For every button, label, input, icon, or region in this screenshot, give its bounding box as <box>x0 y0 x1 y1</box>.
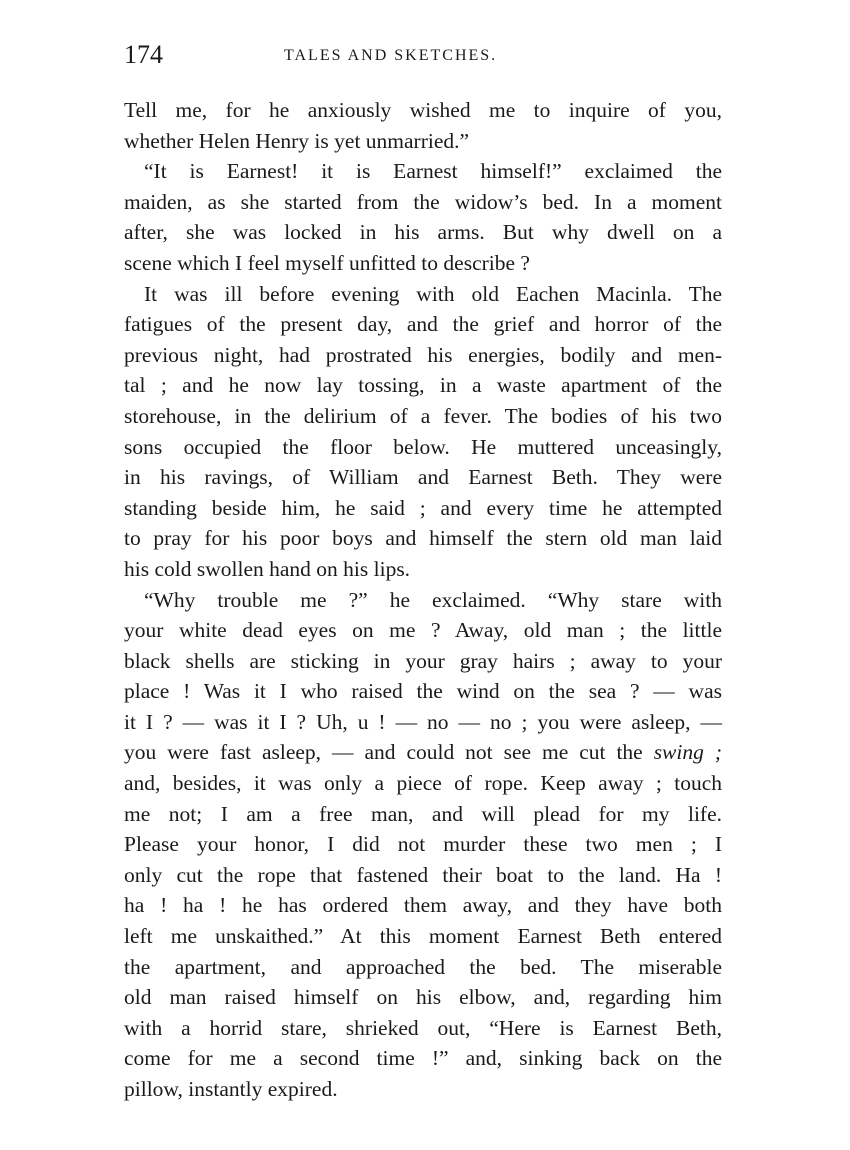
text-line: with a horrid stare, shrieked out, “Here is Earnest Beth, <box>124 1015 722 1040</box>
text-line: pillow, instantly expired. <box>124 1077 338 1101</box>
text-line: and, besides, it was only a piece of rope. Keep away ; touch <box>124 771 722 796</box>
text-line: scene which I feel myself unfitted to describe ? <box>124 250 530 275</box>
text-line: to pray for his poor boys and himself the stern old man laid <box>124 526 722 551</box>
text-line: black shells are sticking in your gray hairs ; away to your <box>124 648 722 673</box>
running-head: TALES AND SKETCHES. <box>284 47 498 64</box>
paragraph <box>124 95 722 156</box>
body-text <box>124 95 722 1105</box>
text-line: “It is Earnest! it is Earnest himself!” exclaimed the <box>144 159 722 184</box>
paragraph <box>124 156 722 278</box>
text-line: Please your honor, I did not murder these two men ; I <box>124 832 722 857</box>
text-line: fatigues of the present day, and the grief and horror of the <box>124 312 722 337</box>
text-line-with-italic <box>124 737 722 768</box>
text-line: “Why trouble me ?” he exclaimed. “Why stare with <box>144 587 722 612</box>
page-header <box>124 40 724 80</box>
paragraph <box>124 279 722 585</box>
paragraph <box>124 585 722 1105</box>
text-line: Tell me, for he anxiously wished me to inquire of you, <box>124 98 722 122</box>
text-line: in his ravings, of William and Earnest Beth. They were <box>124 465 722 490</box>
text-line: his cold swollen hand on his lips. <box>124 556 411 581</box>
text-line: place ! Was it I who raised the wind on the sea ? — was <box>124 679 722 704</box>
text-line: whether Helen Henry is yet unmarried.” <box>124 128 470 153</box>
text-line: maiden, as she started from the widow’s bed. In a moment <box>124 189 722 214</box>
text-line: ha ! ha ! he has ordered them away, and they have both <box>124 893 722 918</box>
text-line: come for me a second time !” and, sinking back on the <box>124 1046 722 1071</box>
text-line: after, she was locked in his arms. But why dwell on a <box>124 220 722 245</box>
text-line: old man raised himself on his elbow, and, regarding him <box>124 985 722 1010</box>
text-line: sons occupied the floor below. He muttered unceasingly, <box>124 434 722 459</box>
page-number: 174 <box>124 40 163 69</box>
text-segment: you were fast asleep, — and could not see me cut the <box>124 740 654 765</box>
text-line: standing beside him, he said ; and every time he attempted <box>124 495 722 520</box>
italic-word: swing ; <box>653 740 722 765</box>
text-line: It was ill before evening with old Eachen Macinla. The <box>144 281 722 306</box>
text-line: it I ? — was it I ? Uh, u ! — no — no ; you were asleep, — <box>124 709 722 734</box>
text-line: left me unskaithed.” At this moment Earnest Beth entered <box>124 924 722 949</box>
text-line: tal ; and he now lay tossing, in a waste apartment of the <box>124 373 722 398</box>
text-line: storehouse, in the delirium of a fever. The bodies of his two <box>124 403 722 428</box>
text-line: your white dead eyes on me ? Away, old man ; the little <box>124 618 722 643</box>
text-line: the apartment, and approached the bed. The miserable <box>124 954 722 979</box>
text-line: me not; I am a free man, and will plead for my life. <box>124 801 722 826</box>
text-line: previous night, had prostrated his energies, bodily and men- <box>124 342 722 367</box>
text-line: only cut the rope that fastened their boat to the land. Ha ! <box>124 862 722 887</box>
